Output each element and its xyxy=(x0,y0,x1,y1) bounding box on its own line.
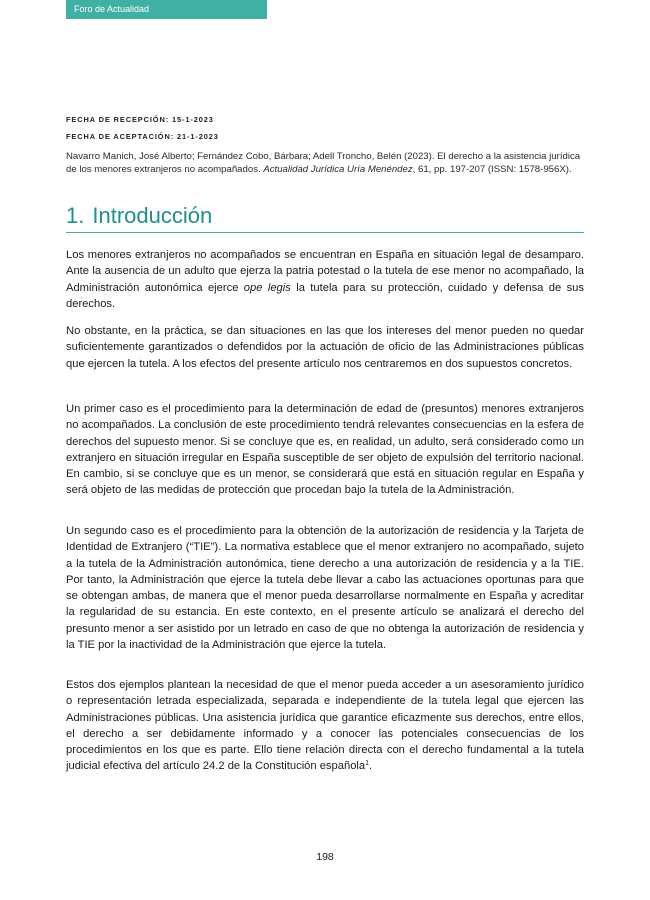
section-label: Foro de Actualidad xyxy=(74,4,150,14)
paragraph-5-text: Estos dos ejemplos plantean la necesidad de que el menor pueda acceder a un asesoramiento jurídico o representación letrada especializada, separada e independiente de la tutela legal que ejercen las Administraciones públicas. Una asistencia jurídica que garantice eficazmente sus derechos, entre ellos, el derecho a ser debidamente informado y a conocer las potenciales consecuencias de los procedimientos en los que es parte. Ello tiene relación directa con el derecho fundamental a la tutela judicial efectiva del artículo 24.2 de la Constitución española xyxy=(66,679,584,773)
accepted-date: FECHA DE ACEPTACIÓN: 21-1-2023 xyxy=(66,132,219,141)
page-number: 198 xyxy=(316,851,334,863)
citation-details: , 61, pp. 197-207 (ISSN: 1578-956X). xyxy=(412,164,572,175)
paragraph-4: Un segundo caso es el procedimiento para la obtención de la autorización de residencia y la Tarjeta de Identidad de Extranjero (“TIE”). La normativa establece que el menor extranjero no acompañado, sujeto a la tutela de la Administración autonómica, tiene derecho a una autorización de residencia y a la TIE. Por tanto, la Administración que ejerce la tutela debe llevar a cabo las actuaciones oportunas para que se obtengan ambas, de manera que el menor pueda desarrollarse normalmente en España y acreditar la regularidad de su estancia. En este contexto, en el presente artículo se analizará el derecho del presunto menor a ser asistido por un letrado en caso de que no obtenga la autorización de residencia y la TIE por la inactividad de la Administración que ejerce la tutela. xyxy=(66,525,584,652)
section-heading xyxy=(66,200,584,233)
section-header-tab xyxy=(66,0,267,19)
paragraph-1 xyxy=(66,247,584,312)
footnote-marker[interactable]: 1 xyxy=(365,760,370,768)
paragraph-2: No obstante, en la práctica, se dan situaciones en las que los intereses del menor pueden no quedar suficientemente garantizados o defendidos por la actuación de oficio de las Administraciones públicas que ejercen la tutela. A los efectos del presente artículo nos centraremos en dos supuestos concretos. xyxy=(66,325,584,370)
section-number: 1. xyxy=(66,203,85,228)
received-date: FECHA DE RECEPCIÓN: 15-1-2023 xyxy=(66,115,214,124)
paragraph-5 xyxy=(66,677,584,775)
paragraph-1-italic: ope legis xyxy=(243,281,291,294)
citation-authors: Navarro Manich, José Alberto; Fernández Cobo, Bárbara; Adell Troncho, Belén (2023). El derecho a la asistencia jurídica de los menores extranjeros no acompañados. xyxy=(66,151,581,175)
citation xyxy=(66,150,586,176)
citation-journal: Actualidad Jurídica Uría Menéndez xyxy=(263,164,413,175)
paragraph-1-text: Los menores extranjeros no acompañados se encuentran en España en situación legal de desamparo. Ante la ausencia de un adulto que ejerza la patria potestad o la tutela de ese menor no acompañado, la Administración autonómica ejerce xyxy=(66,249,584,294)
paragraph-1-text-end: la tutela para su protección, cuidado y defensa de sus derechos. xyxy=(66,281,584,310)
paragraph-5-end: . xyxy=(369,760,373,773)
paragraph-3: Un primer caso es el procedimiento para la determinación de edad de (presuntos) menores extranjeros no acompañados. La conclusión de este procedimiento tendrá relevantes consecuencias en la esfera de derechos del supuesto menor. Si se concluye que es, en realidad, un adulto, será considerado como un extranjero en situación irregular en España susceptible de ser objeto de expulsión del territorio nacional. En cambio, si se concluye que es un menor, se considerará que está en situación regular en España y será objeto de las medidas de protección que procedan bajo la tutela de la Administración. xyxy=(66,403,584,497)
section-title: Introducción xyxy=(92,203,213,228)
